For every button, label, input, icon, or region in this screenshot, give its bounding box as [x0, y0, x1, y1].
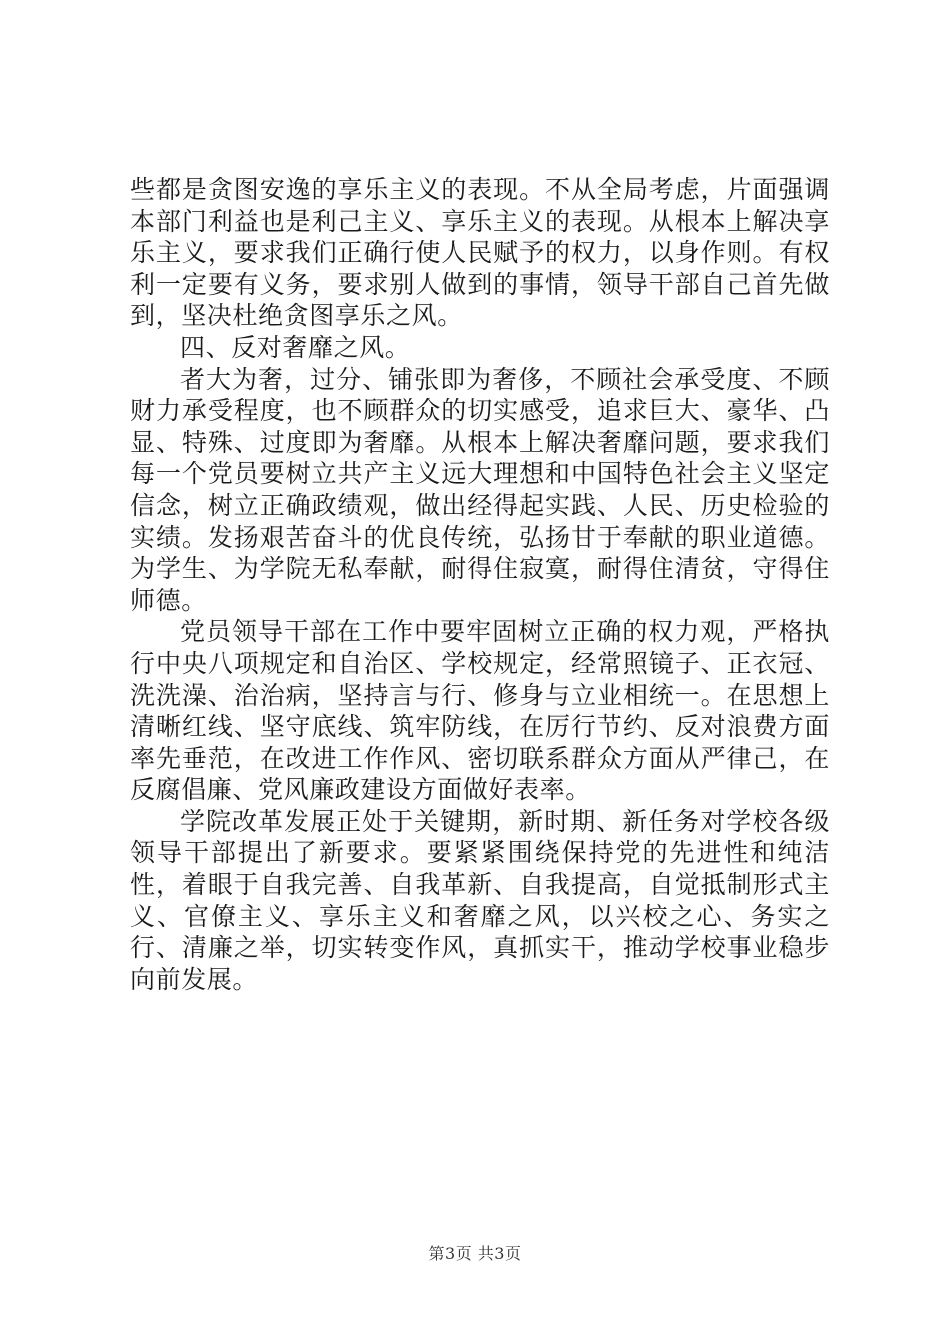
section-heading-4: 四、反对奢靡之风。: [180, 332, 411, 362]
page-number-footer: 第3页 共3页: [428, 1244, 522, 1263]
paragraph-2: 者大为奢，过分、铺张即为奢侈，不顾社会承受度、不顾财力承受程度，也不顾群众的切实感受，追求巨大、豪华、凸显、特殊、过度即为奢靡。从根本上解决奢靡问题，要求我们每一个党员要树立共产主义远大理想和中国特色社会主义坚定信念，树立正确政绩观，做出经得起实践、人民、历史检验的实绩。发扬艰苦奋斗的优良传统，弘扬甘于奉献的职业道德。为学生、为学院无私奉献，耐得住寂寞，耐得住清贫，守得住师德。: [130, 364, 830, 615]
document-body: [130, 174, 830, 995]
paragraph-4: 学院改革发展正处于关键期，新时期、新任务对学校各级领导干部提出了新要求。要紧紧围绕保持党的先进性和纯洁性，着眼于自我完善、自我革新、自我提高，自觉抵制形式主义、官僚主义、享乐主义和奢靡之风，以兴校之心、务实之行、清廉之举，切实转变作风，真抓实干，推动学校事业稳步向前发展。: [130, 806, 830, 994]
paragraph-1: 些都是贪图安逸的享乐主义的表现。不从全局考虑，片面强调本部门利益也是利己主义、享乐主义的表现。从根本上解决享乐主义，要求我们正确行使人民赋予的权力，以身作则。有权利一定要有义务，要求别人做到的事情，领导干部自己首先做到，坚决杜绝贪图享乐之风。: [130, 175, 830, 331]
paragraph-3: 党员领导干部在工作中要牢固树立正确的权力观，严格执行中央八项规定和自治区、学校规定，经常照镜子、正衣冠、洗洗澡、治治病，坚持言与行、修身与立业相统一。在思想上清晰红线、坚守底线、筑牢防线，在厉行节约、反对浪费方面率先垂范，在改进工作作风、密切联系群众方面从严律己，在反腐倡廉、党风廉政建设方面做好表率。: [130, 617, 830, 805]
